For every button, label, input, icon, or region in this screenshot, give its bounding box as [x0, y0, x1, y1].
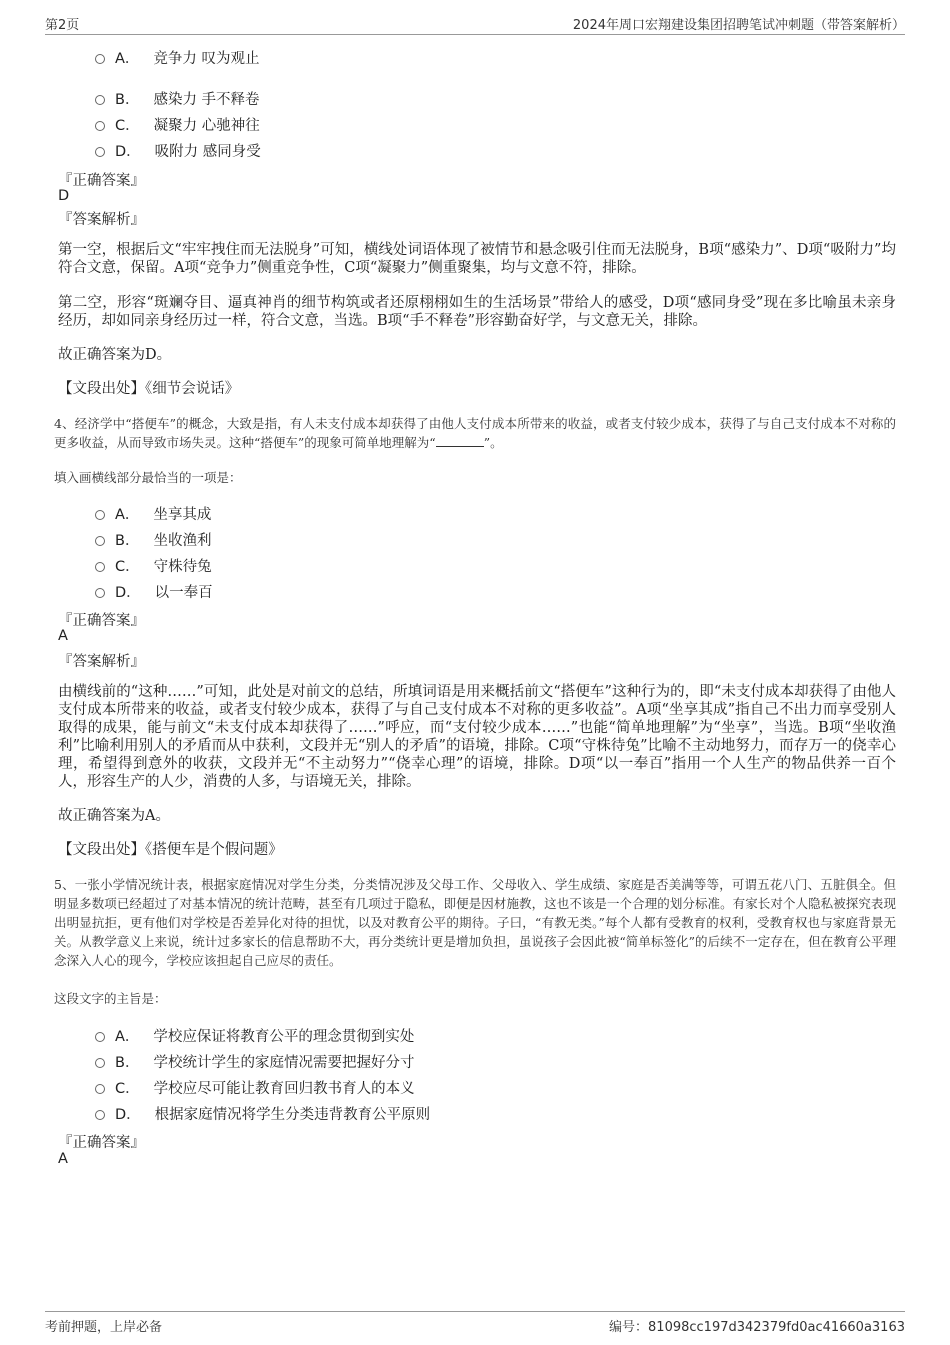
- radio-icon[interactable]: [95, 1084, 105, 1094]
- document-code: 编号：81098cc197d342379fd0ac41660a3163: [609, 1320, 905, 1335]
- radio-icon[interactable]: [95, 54, 105, 64]
- q3-answer-label: 『正确答案』: [58, 173, 145, 189]
- footer-slogan: 考前押题，上岸必备: [45, 1320, 163, 1335]
- q5-option-b[interactable]: B． 学校统计学生的家庭情况需要把握好分寸: [95, 1051, 414, 1071]
- radio-icon[interactable]: [95, 95, 105, 105]
- q4-conclusion: 故正确答案为A。: [58, 808, 170, 824]
- radio-icon[interactable]: [95, 1110, 105, 1120]
- q4-analysis-label: 『答案解析』: [58, 654, 145, 670]
- q3-option-b[interactable]: B． 感染力 手不释卷: [95, 88, 260, 108]
- q5-option-a[interactable]: A． 学校应保证将教育公平的理念贯彻到实处: [95, 1025, 414, 1045]
- radio-icon[interactable]: [95, 121, 105, 131]
- answer-blank: [436, 434, 484, 447]
- q5-question: 5、一张小学情况统计表，根据家庭情况对学生分类，分类情况涉及父母工作、父母收入、学生成绩、家庭是否美满等等，可谓五花八门、五脏俱全。但明显多数项已经超过了对基本情况的统计范畴，甚至有几项过于隐私，即便是因材施教，这也不该是一个合理的划分标准。有家长对个人隐私被探究表现出明显抗拒，更有他们对学校是否差异化对待的担忧，以及对教育公平的期待。子曰，“有教无类。”每个人都有受教育的权利，受教育权也与家庭背景无关。从教学意义上来说，统计过多家长的信息帮助不大，再分类统计更是增加负担，虽说孩子会因此被“简单标签化”的后续不一定存在，但在教育公平理念深入人心的现今，学校应该担起自己应尽的责任。: [54, 877, 896, 968]
- q3-conclusion: 故正确答案为D。: [58, 347, 172, 363]
- q3-analysis-paragraph: 第一空，根据后文“牢牢拽住而无法脱身”可知，横线处词语体现了被情节和悬念吸引住而无法脱身，B项“感染力”、D项“吸附力”均符合文意，保留。A项“竞争力”侧重竞争性，C项“凝聚力”侧重聚集，均与文意不符，排除。: [58, 242, 896, 276]
- q5-prompt: 这段文字的主旨是：: [54, 991, 167, 1006]
- q4-answer-label: 『正确答案』: [58, 613, 145, 629]
- q5-option-d[interactable]: D． 根据家庭情况将学生分类违背教育公平原则: [95, 1103, 430, 1123]
- document-title: 2024年周口宏翔建设集团招聘笔试冲刺题（带答案解析）: [572, 18, 905, 33]
- page-footer: [45, 1311, 905, 1338]
- radio-icon[interactable]: [95, 562, 105, 572]
- radio-icon[interactable]: [95, 1058, 105, 1068]
- q3-option-c[interactable]: C． 凝聚力 心驰神往: [95, 114, 260, 134]
- q4-question: 4、经济学中“搭便车”的概念，大致是指，有人未支付成本却获得了由他人支付成本所带来的收益，或者支付较少成本，获得了与自己支付成本不对称的更多收益，从而导致市场失灵。这种“搭便车”的现象可简单地理解为“ ”。: [54, 416, 896, 450]
- q4-answer: A: [58, 628, 68, 644]
- radio-icon[interactable]: [95, 510, 105, 520]
- q3-option-a[interactable]: A． 竞争力 叹为观止: [95, 47, 260, 67]
- q3-analysis-paragraph: 第二空，形容“斑斓夺目、逼真神肖的细节构筑或者还原栩栩如生的生活场景”带给人的感受，D项“感同身受”现在多比喻虽未亲身经历，却如同亲身经历过一样，符合文意，当选。B项“手不释卷”形容勤奋好学，与文意无关，排除。: [58, 295, 896, 329]
- q4-option-d[interactable]: D． 以一奉百: [95, 581, 213, 601]
- q3-option-d[interactable]: D． 吸附力 感同身受: [95, 140, 261, 160]
- radio-icon[interactable]: [95, 147, 105, 157]
- radio-icon[interactable]: [95, 1032, 105, 1042]
- q4-source: 【文段出处】《搭便车是个假问题》: [58, 842, 283, 858]
- q4-option-b[interactable]: B． 坐收渔利: [95, 529, 211, 549]
- q3-answer: D: [58, 188, 70, 204]
- page-number: 第2页: [45, 18, 80, 33]
- radio-icon[interactable]: [95, 536, 105, 546]
- q4-analysis-paragraph: 由横线前的“这种……”可知，此处是对前文的总结，所填词语是用来概括前文“搭便车”这种行为的，即“未支付成本却获得了由他人支付成本所带来的收益，或者支付较少成本，获得了与自己支付成本不对称的更多收益”。A项“坐享其成”指自己不出力而享受别人取得的成果，能与前文“未支付成本却获得了……”呼应，而“支付较少成本……”也能“简单地理解”为“坐享”，当选。B项“坐收渔利”比喻利用别人的矛盾而从中获利，文段并无“别人的矛盾”的语境，排除。C项“守株待兔”比喻不主动地努力，而存万一的侥幸心理，希望得到意外的收获，文段并无“不主动努力”“侥幸心理”的语境，排除。D项“以一奉百”指用一个人生产的物品供养一百个人，形容生产的人少，消费的人多，与语境无关，排除。: [58, 684, 896, 790]
- radio-icon[interactable]: [95, 588, 105, 598]
- q5-option-c[interactable]: C． 学校应尽可能让教育回归教书育人的本义: [95, 1077, 415, 1097]
- q4-prompt: 填入画横线部分最恰当的一项是：: [54, 470, 242, 485]
- q3-analysis-label: 『答案解析』: [58, 212, 145, 228]
- q5-answer: A: [58, 1151, 68, 1167]
- page-header: [45, 12, 905, 35]
- q4-option-c[interactable]: C． 守株待兔: [95, 555, 212, 575]
- q5-answer-label: 『正确答案』: [58, 1135, 145, 1151]
- q4-option-a[interactable]: A． 坐享其成: [95, 503, 211, 523]
- q3-source: 【文段出处】《细节会说话》: [58, 381, 240, 397]
